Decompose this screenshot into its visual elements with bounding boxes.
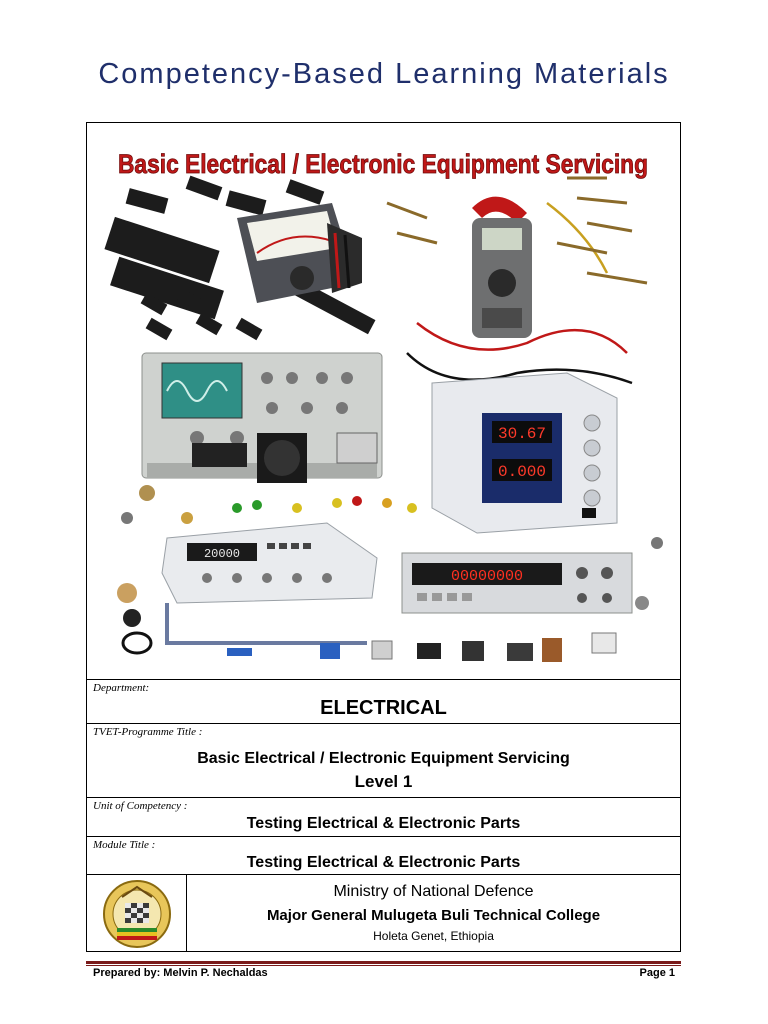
programme-value: Basic Electrical / Electronic Equipment Servicing (197, 750, 570, 767)
footer-rule-thin (86, 965, 681, 966)
college-logo-cell (87, 875, 187, 952)
cover-banner-text: Basic Electrical / Electronic Equipment Servicing (118, 149, 648, 179)
programme-label: TVET-Programme Title : (93, 726, 203, 738)
department-row (87, 679, 680, 724)
cover-frame (86, 122, 681, 952)
programme-row (87, 724, 680, 798)
department-value: ELECTRICAL (320, 697, 447, 719)
supply-current-readout: 0.000 (497, 463, 547, 481)
equipment-collage (87, 123, 680, 679)
department-label: Department: (93, 682, 150, 694)
unit-row (87, 798, 680, 837)
frequency-counter (402, 553, 632, 613)
module-label: Module Title : (93, 839, 156, 851)
college-name: Major General Mulugeta Buli Technical College (266, 907, 601, 924)
generator-readout: 20000 (203, 547, 241, 561)
counter-readout: 00000000 (450, 568, 524, 585)
module-value: Testing Electrical & Electronic Parts (246, 854, 521, 871)
cover-image (87, 123, 680, 680)
college-location: Holeta Genet, Ethiopia (373, 929, 494, 943)
module-row (87, 837, 680, 875)
document-title: Competency-Based Learning Materials (98, 58, 670, 90)
college-seal-icon (87, 875, 187, 952)
page-number: Page 1 (639, 967, 675, 979)
ministry-name: Ministry of National Defence (333, 883, 534, 900)
dc-power-supply (432, 373, 617, 533)
supply-voltage-readout: 30.67 (497, 425, 547, 443)
prepared-by: Prepared by: Melvin P. Nechaldas (93, 967, 268, 979)
unit-value: Testing Electrical & Electronic Parts (246, 815, 521, 832)
level-value: Level 1 (354, 772, 413, 791)
footer-rule-thick (86, 961, 681, 964)
unit-label: Unit of Competency : (93, 800, 188, 812)
